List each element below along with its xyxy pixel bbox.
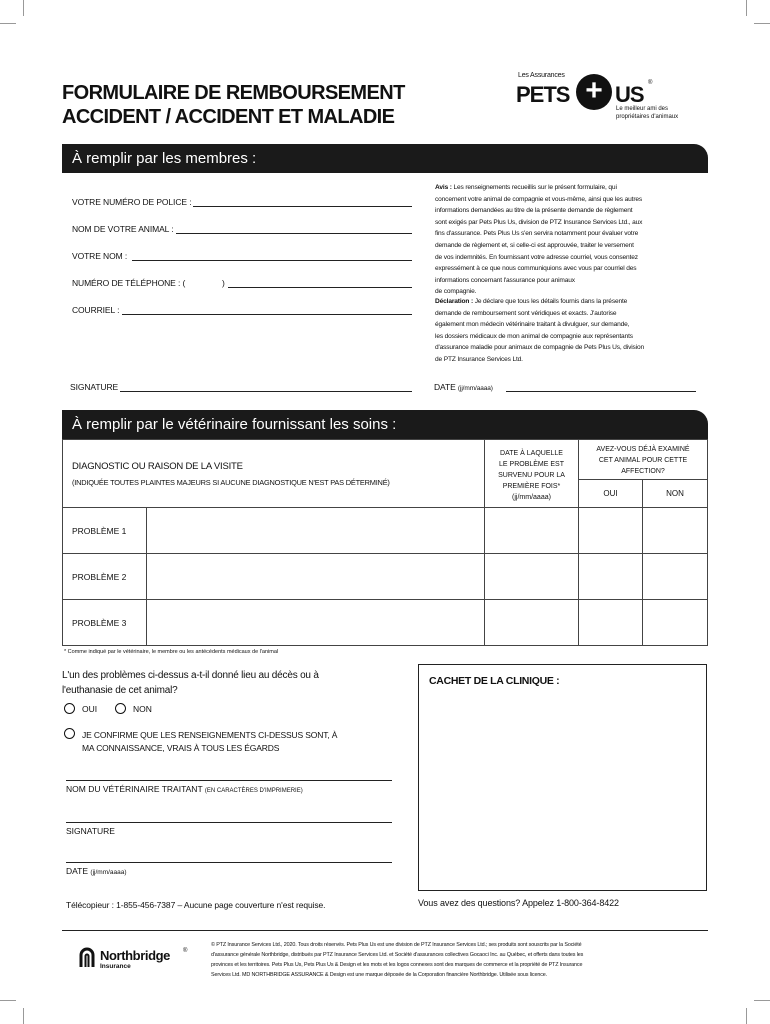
confirm-radio[interactable] bbox=[64, 728, 75, 739]
oui-header: OUI bbox=[603, 489, 618, 498]
policy-number-label: VOTRE NUMÉRO DE POLICE : bbox=[72, 197, 192, 207]
death-no-radio[interactable] bbox=[115, 703, 126, 714]
crop-mark bbox=[0, 23, 16, 24]
table-border bbox=[578, 479, 708, 480]
phone-label: NUMÉRO DE TÉLÉPHONE : ( bbox=[72, 278, 186, 288]
members-section-header: À remplir par les membres : bbox=[62, 144, 708, 173]
email-label: COURRIEL : bbox=[72, 305, 120, 315]
pet-name-field[interactable] bbox=[176, 233, 412, 234]
logo-reg-mark: ® bbox=[648, 80, 653, 86]
legal-text: © PTZ Insurance Services Ltd., 2020. Tous droits réservés. Pets Plus Us est une division de PTZ Insurance Services Ltd.; ses produits sont souscrits par la Société d'assurance générale Northbridge, distribués par PTZ Insurance Services Ltd. et Société d'assurances collectives Gocaoci Inc. au Québec, et offerts dans toutes les provinces et les territoires. Pets Plus Us, Pets Plus Us & Design et les mots et les logos connexes sont des marques de commerce et la propriété de PTZ Insurance Services Ltd. MD NORTHBRIDGE ASSURANCE & Design est une marque déposée de la Corporation financière Northbridge. Utilisée sous licence. bbox=[211, 942, 584, 978]
non-header: NON bbox=[666, 489, 684, 498]
death-yes-label: OUI bbox=[82, 704, 98, 714]
northbridge-logo-icon bbox=[78, 947, 96, 969]
table-border bbox=[62, 439, 63, 645]
death-no-label: NON bbox=[133, 704, 152, 714]
vet-date-field[interactable] bbox=[66, 862, 392, 863]
death-question: L'un des problèmes ci-dessus a-t-il donné lieu au décès ou à l'euthanasie de cet animal? bbox=[62, 670, 319, 696]
clinic-stamp-box[interactable] bbox=[418, 664, 707, 891]
northbridge-sub: Insurance bbox=[100, 963, 131, 970]
pets-plus-us-logo bbox=[516, 72, 696, 124]
email-field[interactable] bbox=[122, 314, 412, 315]
logo-tagline2: propriétaires d'animaux bbox=[616, 114, 679, 120]
questions-text: Vous avez des questions? Appelez 1-800-364-8422 bbox=[418, 898, 619, 908]
declaration-text: Déclaration : Je déclare que tous les détails fournis dans la présente demande de remboursement sont véridiques et exacts. J'autorise également mon médecin vétérinaire traitant à divulguer, sur demande, les dossiers médicaux de mon animal de compagnie aux représentants d'assurance maladie pour animaux de compagnie de Pets Plus Us, division de PTZ Insurance Services Ltd. bbox=[435, 298, 645, 363]
phone-field[interactable] bbox=[228, 287, 412, 288]
crop-mark bbox=[754, 23, 770, 24]
vet-signature-field[interactable] bbox=[66, 822, 392, 823]
logo-pets-text: PETS bbox=[516, 82, 570, 107]
death-yes-radio[interactable] bbox=[64, 703, 75, 714]
pet-name-label: NOM DE VOTRE ANIMAL : bbox=[72, 224, 174, 234]
member-signature-field[interactable] bbox=[120, 391, 412, 392]
table-border bbox=[146, 507, 147, 645]
northbridge-logo bbox=[78, 947, 198, 975]
notice-text: Avis : Les renseignements recueillis sur le présent formulaire, qui concernent votre animal de compagnie et vous-même, ainsi que les autres informations demandées au titre de la présente demande de règlement sont exigés par Pets Plus Us, division de PTZ Insurance Services Ltd., aux fins d'assurance. Pets Plus Us s'en servira notamment pour évaluer votre demande de règlement et, si celle-ci est approuvée, traiter le versement de vos indemnités. En fournissant votre adresse courriel, vous consentez expressément à ce que nous communiquions avec vous par courriel des informations concernant l'assurance pour animaux de compagnie. bbox=[435, 184, 643, 296]
member-date-label: DATE (jj/mm/aaaa) bbox=[434, 382, 493, 392]
diagnosis-header: DIAGNOSTIC OU RAISON DE LA VISITE bbox=[72, 461, 243, 472]
logo-top-text: Les Assurances bbox=[518, 72, 565, 79]
crop-mark bbox=[746, 1008, 747, 1024]
vet-date-label: DATE (jj/mm/aaaa) bbox=[66, 866, 127, 876]
confirm-text: JE CONFIRME QUE LES RENSEIGNEMENTS CI-DESSUS SONT, À MA CONNAISSANCE, VRAIS À TOUS LES ÉGARDS bbox=[82, 730, 338, 753]
table-border bbox=[62, 553, 708, 554]
crop-mark bbox=[0, 1000, 16, 1001]
table-border bbox=[62, 645, 708, 646]
footer-rule bbox=[62, 930, 708, 931]
clinic-stamp-label: CACHET DE LA CLINIQUE : bbox=[429, 675, 560, 687]
examined-header: AVEZ-VOUS DÉJÀ EXAMINÉ CET ANIMAL POUR CETTE AFFECTION? bbox=[596, 446, 690, 475]
form-title-line1: FORMULAIRE DE REMBOURSEMENT bbox=[62, 82, 405, 104]
owner-name-label: VOTRE NOM : bbox=[72, 251, 128, 261]
first-date-header: DATE À LAQUELLE LE PROBLÈME EST SURVENU POUR LA PREMIÈRE FOIS* (jj/mm/aaaa) bbox=[498, 450, 565, 501]
table-border bbox=[707, 439, 708, 645]
vet-section-header: À remplir par le vétérinaire fournissant les soins : bbox=[62, 410, 708, 439]
owner-name-field[interactable] bbox=[132, 260, 412, 261]
crop-mark bbox=[754, 1000, 770, 1001]
northbridge-name: Northbridge bbox=[100, 948, 170, 963]
table-border bbox=[62, 599, 708, 600]
policy-number-field[interactable] bbox=[193, 206, 412, 207]
member-signature-label: SIGNATURE bbox=[70, 382, 119, 392]
crop-mark bbox=[746, 0, 747, 16]
logo-us-text: US bbox=[615, 82, 644, 107]
diagnosis-subheader: (INDIQUÉE TOUTES PLAINTES MAJEURS SI AUCUNE DIAGNOSTIQUE N'EST PAS DÉTERMINÉ) bbox=[72, 478, 390, 487]
vet-name-field[interactable] bbox=[66, 780, 392, 781]
crop-mark bbox=[23, 0, 24, 16]
problem-1-label: PROBLÈME 1 bbox=[72, 526, 127, 536]
table-border bbox=[62, 507, 708, 508]
table-border bbox=[62, 439, 708, 440]
member-date-field[interactable] bbox=[506, 391, 696, 392]
problem-2-label: PROBLÈME 2 bbox=[72, 572, 127, 582]
logo-plus-icon: + bbox=[576, 74, 612, 110]
vet-signature-label: SIGNATURE bbox=[66, 826, 115, 836]
table-border bbox=[642, 479, 643, 645]
logo-tagline1: Le meilleur ami des bbox=[616, 106, 669, 112]
phone-paren: ) bbox=[222, 278, 225, 288]
fax-text: Télécopieur : 1-855-456-7387 – Aucune page couverture n'est requise. bbox=[66, 900, 326, 910]
table-footnote: * Comme indiqué par le vétérinaire, le membre ou les antécédents médicaux de l'animal bbox=[64, 649, 279, 655]
form-title-line2: ACCIDENT / ACCIDENT ET MALADIE bbox=[62, 106, 395, 128]
northbridge-reg: ® bbox=[183, 948, 188, 954]
crop-mark bbox=[23, 1008, 24, 1024]
vet-name-label: NOM DU VÉTÉRINAIRE TRAITANT (EN CARACTÈRES D'IMPRIMERIE) bbox=[66, 784, 303, 794]
problem-3-label: PROBLÈME 3 bbox=[72, 618, 127, 628]
